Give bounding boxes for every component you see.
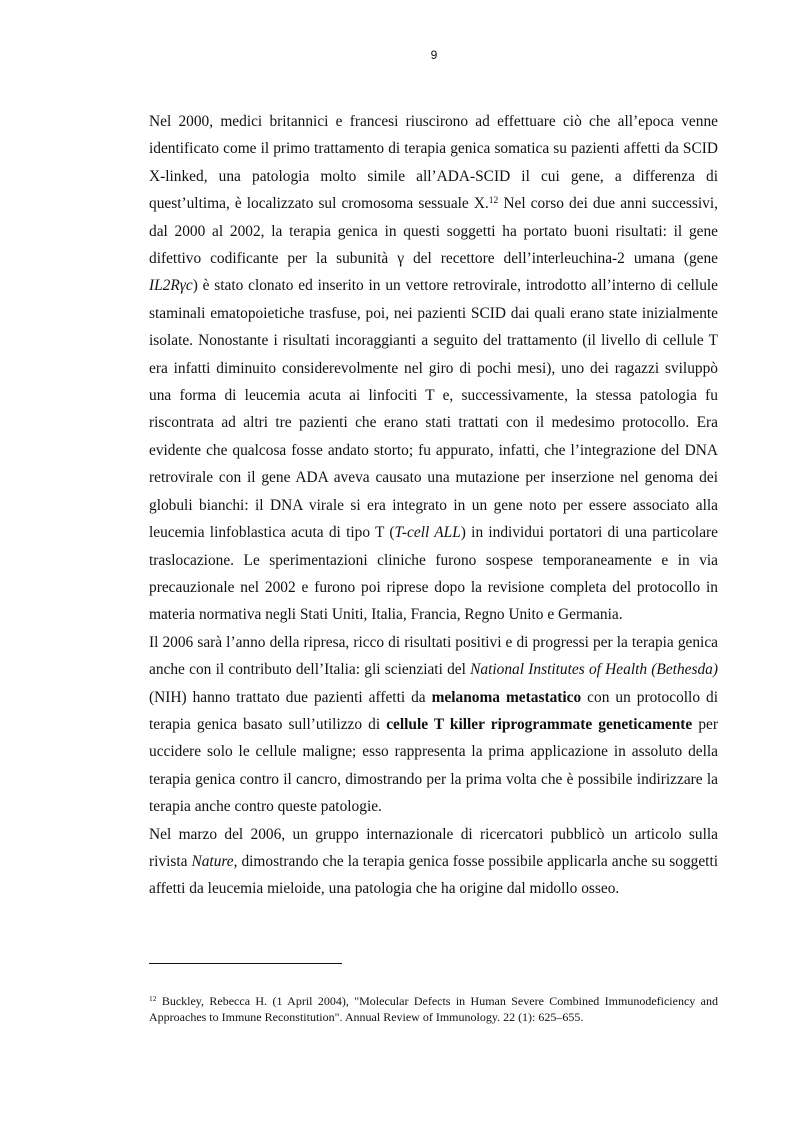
text-run: Nel corso dei due anni successivi, dal 2000 al 2002, la terapia genica in questi soggetti ha portato buoni risultati: il gene difettivo codificante per la subunità γ del recettore dell’interleuchina-2 umana (gene bbox=[149, 195, 718, 268]
emphasis: melanoma metastatico bbox=[431, 688, 582, 706]
emphasis: cellule T killer riprogrammate geneticamente bbox=[386, 715, 693, 733]
text-run: Nel marzo del 2006, un gruppo internazionale di ricercatori pubblicò un articolo sulla rivista bbox=[149, 825, 718, 870]
footnote-marker: 12 bbox=[149, 993, 157, 1003]
paragraph bbox=[149, 821, 718, 903]
text-run: Il 2006 sarà l’anno della ripresa, ricco di risultati positivi e di progressi per la terapia genica anche con il contributo dell’Italia: gli scienziati del bbox=[149, 633, 718, 679]
page-number: 9 bbox=[430, 48, 438, 62]
text-run: , dimostrando che la terapia genica fosse possibile applicarla anche su soggetti affetti da leucemia mieloide, una patologia che ha origine dal midollo osseo. bbox=[149, 852, 718, 898]
footnote-text: Buckley, Rebecca H. (1 April 2004), "Molecular Defects in Human Severe Combined Immunodeficiency and Approaches to Immune Reconstitution". Annual Review of Immunology. 22 (1): 625–655. bbox=[149, 994, 718, 1025]
text-run: ) è stato clonato ed inserito in un vettore retrovirale, introdotto all’interno di cellule staminali ematopoietiche trasfuse, poi, nei pazienti SCID dai quali erano state inizialmente isolate. Nonostante i risultati incoraggianti a seguito del trattamento (il livello di cellule T era infatti diminuito considerevolmente nel giro di pochi mesi), uno dei ragazzi sviluppò una forma di leucemia acuta ai linfociti T e, successivamente, la stessa patologia fu riscontrata ad altri tre pazienti che erano stati trattati con il medesimo protocollo. Era evidente che qualcosa fosse andato storto; fu appurato, infatti, che l’integrazione del DNA retrovirale con il gene ADA aveva causato una mutazione per inserzione nel genoma dei globuli bianchi: il DNA virale si era integrato in un gene noto per essere associato alla leucemia linfoblastica acuta di tipo T ( bbox=[149, 277, 718, 542]
disease-name: T-cell ALL bbox=[394, 524, 461, 542]
paragraph bbox=[149, 108, 718, 629]
text-run: con un protocollo di terapia genica basato sull’utilizzo di bbox=[149, 688, 718, 733]
text-run: ) in individui portatori di una particolare traslocazione. Le sperimentazioni cliniche furono sospese temporaneamente e in via precauzionale nel 2002 e furono poi riprese dopo la revisione completa del protocollo in materia normativa negli Stati Uniti, Italia, Francia, Regno Unito e Germania. bbox=[149, 524, 718, 624]
text-run: per uccidere solo le cellule maligne; esso rappresenta la prima applicazione in assoluto della terapia genica contro il cancro, dimostrando per la prima volta che è possibile indirizzare la terapia anche contro queste patologie. bbox=[149, 715, 719, 816]
footnote-reference[interactable]: 12 bbox=[488, 194, 499, 206]
text-run: (NIH) hanno trattato due pazienti affetti da bbox=[149, 688, 432, 706]
body-text bbox=[149, 108, 718, 903]
gene-name: IL2Rγc bbox=[149, 277, 193, 295]
journal-name: Nature bbox=[191, 852, 234, 870]
text-run: Nel 2000, medici britannici e francesi riuscirono ad effettuare ciò che all’epoca venne identificato come il primo trattamento di terapia genica somatica su pazienti affetti da SCID X-linked, una patologia molto simile all’ADA-SCID il cui gene, a differenza di quest’ultima, è localizzato sul cromosoma sessuale X. bbox=[149, 113, 718, 213]
institution-name: National Institutes of Health (Bethesda) bbox=[470, 661, 718, 679]
footnote-separator bbox=[149, 963, 342, 964]
footnote bbox=[149, 993, 718, 1026]
paragraph bbox=[149, 629, 718, 821]
